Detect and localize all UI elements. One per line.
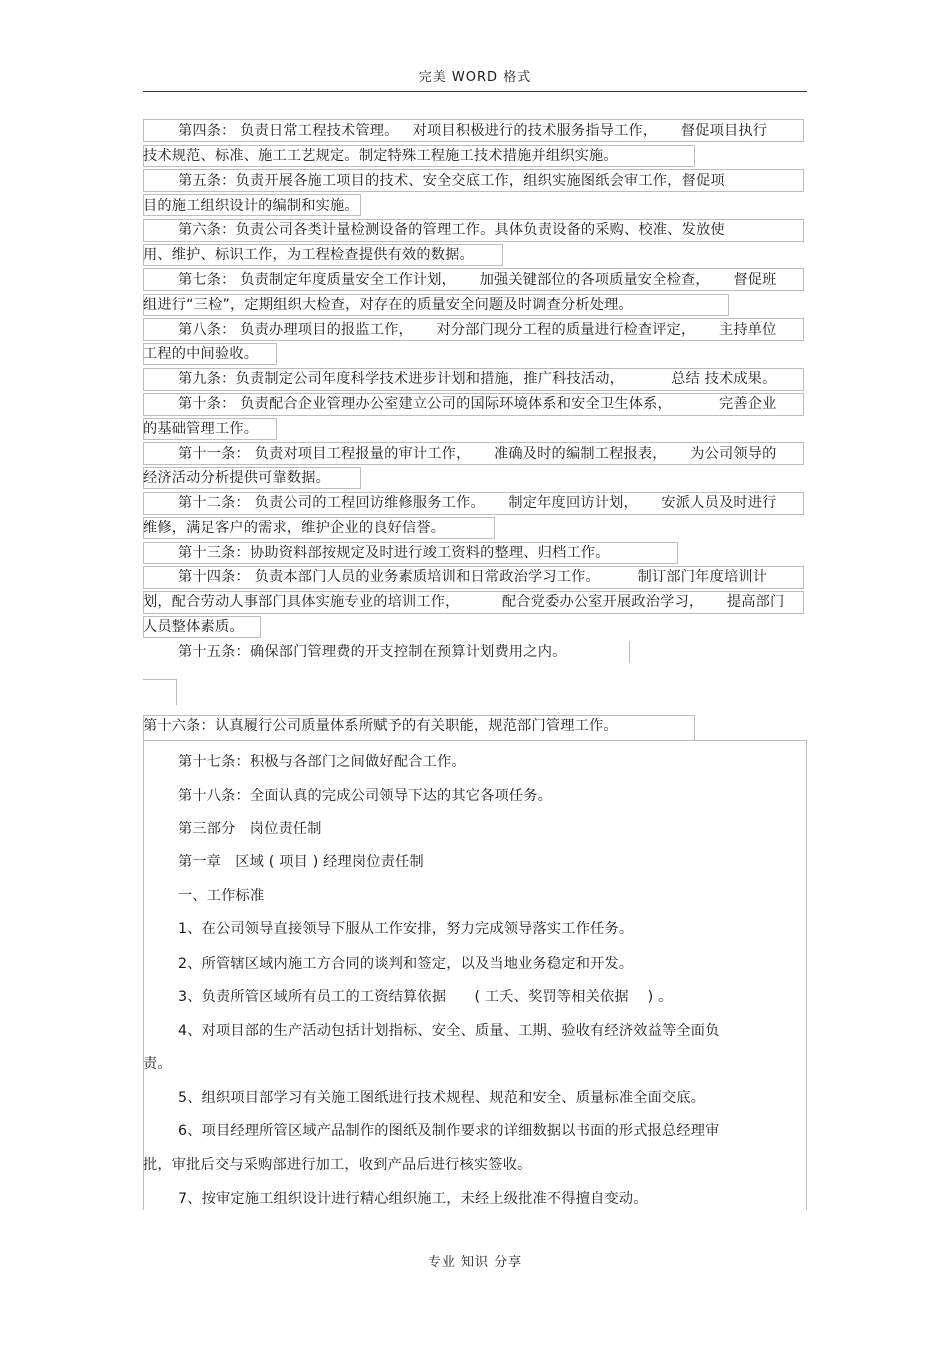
frame-edge [143, 679, 177, 680]
text-line: 第十五条：确保部门管理费的开支控制在预算计划费用之内。 [178, 644, 567, 660]
frame-edge [176, 679, 177, 705]
text-line: 第五条：负责开展各施工项目的技术、安全交底工作，组织实施图纸会审工作，督促项 [178, 173, 725, 189]
text-line: 3、负责所管区域所有员工的工资结算依据 ( 工夭、奖罚等相关依据 ) 。 [178, 989, 673, 1005]
text-line: 第十一条： 负责对项目工程报量的审计工作， 准确及时的编制工程报表， 为公司领导的 [178, 446, 777, 462]
text-line: 第十条： 负责配合企业管理办公室建立公司的国际环境体系和安全卫生体系， 完善企业 [178, 396, 777, 412]
text-line: 一、工作标准 [178, 888, 265, 904]
text-line: 经济活动分析提供可靠数据。 [143, 470, 331, 486]
text-line: 第三部分 岗位责任制 [178, 821, 322, 837]
text-line: 4、对项目部的生产活动包括计划指标、安全、质量、工期、验收有经济效益等全面负 [178, 1023, 720, 1039]
text-line: 2、所管辖区域内施工方合同的谈判和签定，以及当地业务稳定和开发。 [178, 956, 634, 972]
text-line: 第九条：负责制定公司年度科学技术进步计划和措施，推广科技活动， 总结 技术成果。 [178, 371, 777, 387]
page-footer: 专业 知识 分享 [427, 1255, 523, 1270]
text-line: 第十八条：全面认真的完成公司领导下达的其它各项任务。 [178, 788, 553, 804]
text-line: 第一章 区域 ( 项目 ) 经理岗位责任制 [178, 854, 424, 870]
text-line: 第八条： 负责办理项目的报监工作， 对分部门现分工程的质量进行检查评定， 主持单位 [178, 322, 777, 338]
text-line: 组进行“三检”，定期组织大检查，对存在的质量安全问题及时调查分析处理。 [143, 297, 633, 313]
text-line: 第六条：负责公司各类计量检测设备的管理工作。具体负责设备的采购、校准、发放使 [178, 222, 725, 238]
frame-edge [629, 641, 630, 663]
text-line: 用、维护、标识工作，为工程检查提供有效的数据。 [143, 247, 474, 263]
text-line: 批，审批后交与采购部进行加工，收到产品后进行核实签收。 [143, 1157, 532, 1173]
text-line: 第十四条： 负责本部门人员的业务素质培训和日常政治学习工作。 制订部门年度培训计 [178, 569, 768, 585]
header-divider [143, 91, 807, 92]
text-line: 目的施工组织设计的编制和实施。 [143, 198, 359, 214]
text-line: 7、按审定施工组织设计进行精心组织施工，未经上级批准不得擅自变动。 [178, 1191, 648, 1207]
text-line: 维修，满足客户的需求，维护企业的良好信誉。 [143, 520, 446, 536]
text-line: 工程的中间验收。 [143, 346, 259, 362]
text-line: 第十六条：认真履行公司质量体系所赋予的有关职能，规范部门管理工作。 [143, 718, 618, 734]
text-line: 责。 [143, 1056, 172, 1072]
text-line: 5、组织项目部学习有关施工图纸进行技术规程、规范和安全、质量标准全面交底。 [178, 1090, 706, 1106]
text-line: 6、项目经理所管区域产品制作的图纸及制作要求的详细数据以书面的形式报总经理审 [178, 1123, 720, 1139]
text-line: 1、在公司领导直接领导下服从工作安排，努力完成领导落实工作任务。 [178, 921, 634, 937]
text-line: 划，配合劳动人事部门具体实施专业的培训工作， 配合党委办公室开展政治学习， 提高部门 [143, 594, 785, 610]
text-line: 技术规范、标准、施工工艺规定。制定特殊工程施工技术措施并组织实施。 [143, 148, 618, 164]
text-line: 第四条： 负责日常工程技术管理。 对项目积极进行的技术服务指导工作， 督促项目执行 [178, 123, 768, 139]
text-line: 第十三条：协助资料部按规定及时进行竣工资料的整理、归档工作。 [178, 545, 610, 561]
text-line: 人员整体素质。 [143, 619, 244, 635]
text-line: 第七条： 负责制定年度质量安全工作计划， 加强关键部位的各项质量安全检查， 督促班 [178, 272, 777, 288]
text-line: 第十二条： 负责公司的工程回访维修服务工作。 制定年度回访计划， 安派人员及时进行 [178, 495, 777, 511]
text-line: 第十七条：积极与各部门之间做好配合工作。 [178, 754, 466, 770]
text-line: 的基础管理工作。 [143, 421, 259, 437]
page-header: 完美 WORD 格式 [418, 70, 532, 85]
